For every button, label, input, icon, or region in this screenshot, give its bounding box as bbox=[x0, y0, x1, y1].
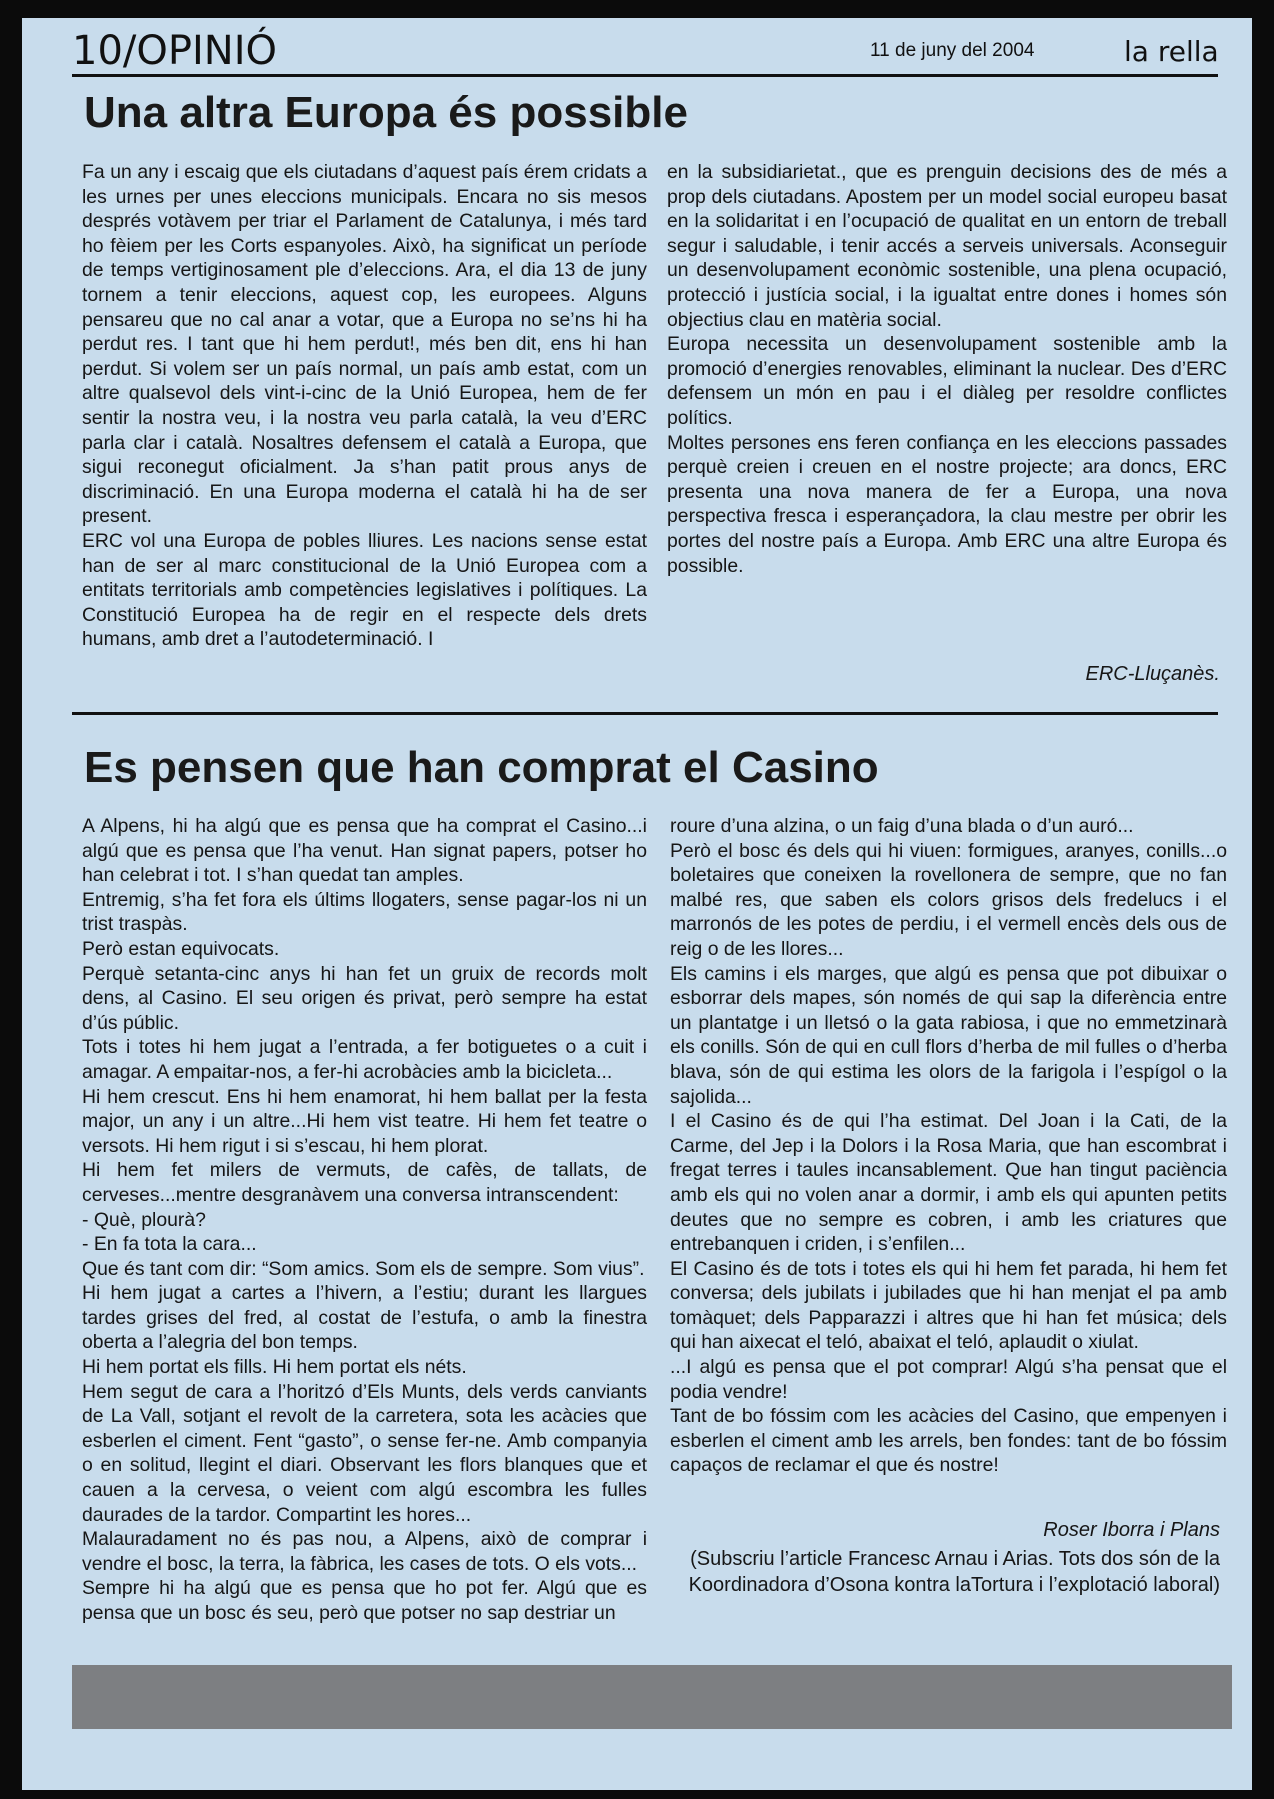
paragraph: A Alpens, hi ha algú que es pensa que ha comprat el Casino...i algú que es pensa que l’ha venut. Han signat papers, potser ho han celebrat i tot. I s’han quedat tan amples. bbox=[82, 815, 647, 887]
article2-column1 bbox=[82, 814, 647, 1626]
paragraph: Moltes persones ens feren confiança en les eleccions passades perquè creien i creuen en el nostre projecte; ara doncs, ERC presenta una nova manera de fer a Europa, una nova perspectiva fresca i esperançadora, la clau mestre per obrir les portes del nostre país a Europa. Amb ERC una altre Europa és possible. bbox=[667, 431, 1227, 577]
paragraph: - Què, plourà? bbox=[82, 1208, 206, 1231]
paragraph: Entremig, s’ha fet fora els últims llogaters, sense pagar-los ni un trist traspàs. bbox=[82, 888, 647, 936]
section-header: 10/OPINIÓ bbox=[72, 28, 277, 74]
article1-column1 bbox=[82, 160, 647, 652]
paragraph: Hi hem crescut. Ens hi hem enamorat, hi hem ballat per la festa major, un any i un altre...Hi hem vist teatre. Hi hem fet teatre o versots. Hi hem rigut i si s’escau, hi hem plorat. bbox=[82, 1085, 647, 1157]
paragraph: en la subsidiarietat., que es prenguin decisions des de més a prop dels ciutadans. Apostem per un model social europeu basat en la solidaritat i en l’ocupació de qualitat en un entorn de treball segur i saludable, i tenir accés a serveis universals. Aconseguir un desenvolupament econòmic sostenible, una plena ocupació, protecció i justícia social, i la igualtat entre dones i homes són objectius clau en matèria social. bbox=[667, 161, 1227, 331]
paragraph: El Casino és de tots i totes els qui hi hem fet parada, hi hem fet conversa; dels jubilats i jubilades que hi han menjat el pa amb tomàquet; dels Papparazzi i altres que hi han fet música; dels qui han aixecat el teló, abaixat el teló, aplaudit o xiulat. bbox=[670, 1257, 1227, 1354]
paragraph: Hi hem fet milers de vermuts, de cafès, de tallats, de cerveses...mentre desgranàvem una conversa intranscendent: bbox=[82, 1159, 647, 1206]
paragraph: Europa necessita un desenvolupament sostenible amb la promoció d’energies renovables, eliminant la nuclear. Des d’ERC defensem un món en pau i el diàleg per resoldre conflictes polítics. bbox=[667, 333, 1227, 429]
footer-band bbox=[72, 1665, 1232, 1729]
paragraph: Hi hem portat els fills. Hi hem portat els néts. bbox=[82, 1356, 467, 1379]
paragraph: Tots i totes hi hem jugat a l’entrada, a fer botiguetes o a cuit i amagar. A empaitar-nos, a fer-hi acrobàcies amb la bicicleta... bbox=[82, 1036, 647, 1083]
paragraph: Que és tant com dir: “Som amics. Som els de sempre. Som vius”. bbox=[82, 1257, 645, 1280]
paragraph: roure d’una alzina, o un faig d’una blada o d’un auró... bbox=[670, 815, 1134, 837]
newspaper-name: la rella bbox=[1124, 35, 1219, 68]
paragraph: Perquè setanta-cinc anys hi han fet un gruix de records molt dens, al Casino. El seu origen és privat, però sempre ha estat d’ús públic. bbox=[82, 962, 647, 1034]
newspaper-page bbox=[22, 18, 1252, 1790]
article1-signature: ERC-Lluçanès. bbox=[1085, 663, 1220, 685]
article2-title: Es pensen que han comprat el Casino bbox=[84, 743, 879, 792]
article1-column2 bbox=[667, 160, 1227, 578]
header-rule bbox=[72, 74, 1218, 77]
article2-column2 bbox=[670, 814, 1227, 1478]
article2-note: (Subscriu l’article Francesc Arnau i Arias. Tots dos són de la Koordinadora d’Osona kontra laTortura i l’explotació laboral) bbox=[688, 1548, 1220, 1596]
paragraph: Fa un any i escaig que els ciutadans d’aquest país érem cridats a les urnes per unes eleccions municipals. Encara no sis mesos després votàvem per triar el Parlament de Catalunya, i més tard ho fèiem per les Corts espanyoles. Això, ha significat un període de temps vertiginosament ple d’eleccions. Ara, el dia 13 de juny tornem a tenir eleccions, aquest cop, les europees. Alguns pensareu que no cal anar a votar, que a Europa no se’ns hi ha perdut res. I tant que hi hem perdut!, més ben dit, ens hi han perdut. Si volem ser un país normal, un país amb estat, com un altre qualsevol dels vint-i-cinc de la Unió Europea, hem de fer sentir la nostra veu, i la nostra veu parla català, la veu d’ERC parla clar i català. Nosaltres defensem el català a Europa, que sigui reconegut oficialment. Ja s’han patit prous anys de discriminació. En una Europa moderna el català hi ha de ser present. bbox=[82, 161, 647, 528]
article2-signature: Roser Iborra i Plans bbox=[1043, 1519, 1220, 1541]
paragraph: ERC vol una Europa de pobles lliures. Les nacions sense estat han de ser al marc constitucional de la Unió Europea com a entitats territorials amb competències legislatives i polítiques. La Constitució Europea ha de regir en el respecte dels drets humans, amb dret a l’autodeterminació. I bbox=[82, 529, 647, 651]
paragraph: ...I algú es pensa que el pot comprar! Algú s’ha pensat que el podia vendre! bbox=[670, 1356, 1227, 1403]
paragraph: I el Casino és de qui l’ha estimat. Del Joan i la Cati, de la Carme, del Jep i la Dolors i la Rosa Maria, que han escombrat i fregat terres i taules incansablement. Que han tingut paciència amb els qui no volen anar a dormir, i amb els qui apunten petits deutes que no sempre es cobren, i amb les criatures que entrebanquen i criden, i s’enfilen... bbox=[670, 1110, 1227, 1256]
paragraph: Però el bosc és dels qui hi viuen: formigues, aranyes, conills...o boletaires que coneixen la rovellonera de sempre, que no fan malbé res, que saben els colors grisos dels fredelucs i el marronós de les potes de perdiu, i el vermell encès dels ous de reig o de les llores... bbox=[670, 839, 1227, 960]
paragraph: Hem segut de cara a l’horitzó d’Els Munts, dels verds canviants de La Vall, sotjant el revolt de la carretera, sota les acàcies que esberlen el ciment. Fent “gasto”, o sense fer-ne. Amb companyia o en solitud, llegint el diari. Observant les flors blanques que et cauen a la cervesa, o veient com algú escombra les fulles daurades de la tardor. Compartint les hores... bbox=[82, 1380, 647, 1526]
article1-title: Una altra Europa és possible bbox=[84, 88, 688, 137]
paragraph: Tant de bo fóssim com les acàcies del Casino, que empenyen i esberlen el ciment amb les arrels, ben fondes: tant de bo fóssim capaços de reclamar el que és nostre! bbox=[670, 1405, 1227, 1477]
article-divider bbox=[72, 712, 1218, 715]
paragraph: Però estan equivocats. bbox=[82, 937, 280, 960]
paragraph: - En fa tota la cara... bbox=[82, 1233, 257, 1256]
paragraph: Malauradament no és pas nou, a Alpens, això de comprar i vendre el bosc, la terra, la fàbrica, les cases de tots. O els vots... bbox=[82, 1528, 647, 1575]
paragraph: Sempre hi ha algú que es pensa que ho pot fer. Algú que es pensa que un bosc és seu, però que potser no sap destriar un bbox=[82, 1577, 647, 1624]
paragraph: Hi hem jugat a cartes a l’hivern, a l’estiu; durant les llargues tardes grises del fred, al costat de l’estufa, o amb la finestra oberta a l’alegria del bon temps. bbox=[82, 1282, 647, 1354]
paragraph: Els camins i els marges, que algú es pensa que pot dibuixar o esborrar dels mapes, són només de qui sap la diferència entre un plantatge i un lletsó o la gata rabiosa, i que no emmetzinarà els conills. Són de qui en cull flors d’herba de mil fulles o d’herba blava, són de qui estima les olors de la farigola i l’espígol o la sajolida... bbox=[670, 962, 1227, 1108]
issue-date: 11 de juny del 2004 bbox=[870, 40, 1035, 61]
